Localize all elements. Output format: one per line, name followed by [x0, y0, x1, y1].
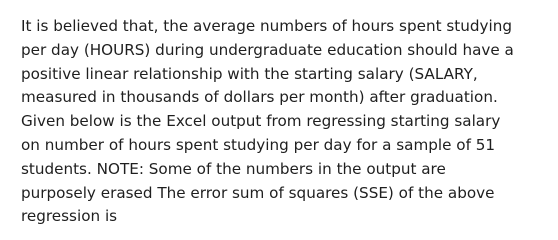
question-line: purposely erased The error sum of squares (SSE) of the above [21, 183, 495, 202]
question-line: on number of hours spent studying per day for a sample of 51 [21, 135, 496, 154]
question-line: It is believed that, the average numbers of hours spent studying [21, 17, 512, 35]
question-line: measured in thousands of dollars per month) after graduation. [21, 88, 498, 107]
question-line: regression is [21, 207, 118, 226]
question-line: Given below is the Excel output from regressing starting salary [21, 112, 501, 131]
question-line: per day (HOURS) during undergraduate education should have a [21, 40, 514, 59]
question-text [21, 15, 557, 229]
question-line: positive linear relationship with the starting salary (SALARY, [21, 64, 478, 83]
question-line: students. NOTE: Some of the numbers in the output are [21, 159, 446, 178]
